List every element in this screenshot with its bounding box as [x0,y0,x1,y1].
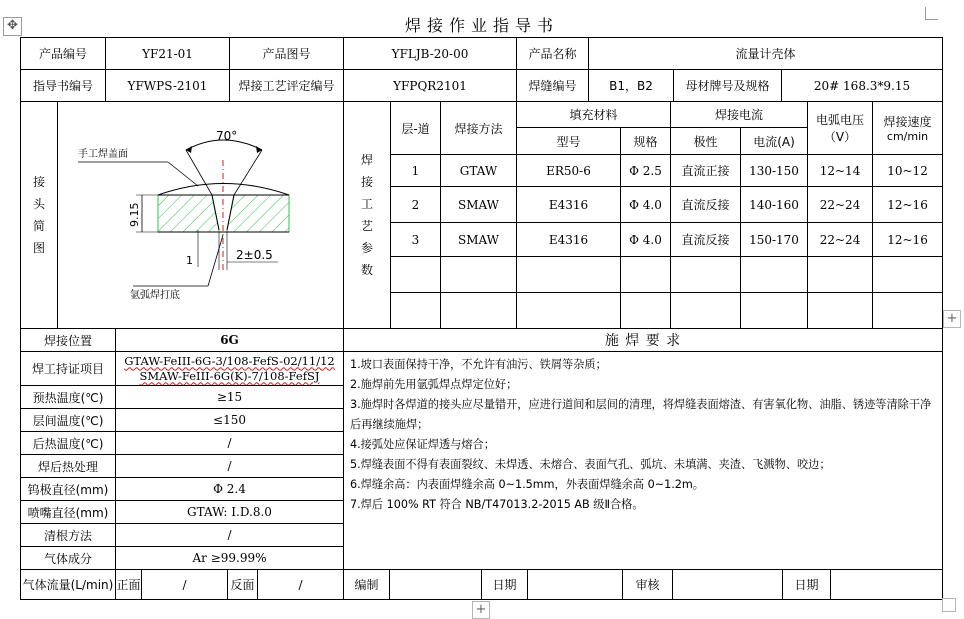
cell-polarity: 直流反接 [671,187,741,223]
process-side-label-char: 接 [360,175,373,189]
process-side-label [344,102,391,329]
requirement-item: 4.接弧处应保证焊透与熔合； [350,438,495,451]
param-value: ≤150 [116,409,344,432]
cell-layer: 2 [391,187,441,223]
requirement-item: 6.焊缝余高：内表面焊缝余高 0~1.5mm，外表面焊缝余高 0~1.2m。 [350,478,704,491]
requirement-item: 2.施焊前先用氩弧焊点焊定位好； [350,378,518,391]
param-label: 清根方法 [21,524,116,547]
bottom-table [20,328,943,570]
weld-no-value: B1，B2 [589,70,674,102]
process-side-label-char: 焊 [360,153,373,167]
param-value: GTAW: I.D.8.0 [116,501,344,524]
joint-side-label [21,102,58,329]
weld-no-label: 焊缝编号 [517,70,589,102]
param-label: 焊接位置 [21,329,116,352]
col-speed [873,102,943,155]
front-value: / [142,570,228,600]
param-value: Φ 2.4 [116,478,344,501]
param-label: 焊后热处理 [21,455,116,478]
col-method: 焊接方法 [441,102,517,155]
cell-voltage: 12~14 [808,155,873,187]
cell-layer: 1 [391,155,441,187]
header-table [20,37,943,102]
requirement-item: 1.坡口表面保持干净，不允许有油污、铁屑等杂质； [350,358,607,371]
material-label: 母材牌号及规格 [674,70,782,102]
date-value-2[interactable] [831,570,943,600]
param-value: / [116,455,344,478]
cell-model: E4316 [517,223,621,257]
cell-model: ER50-6 [517,155,621,187]
prepared-label: 编制 [344,570,390,600]
prepared-value[interactable] [390,570,482,600]
cell-polarity: 直流正接 [671,155,741,187]
cell-spec: Φ 4.0 [621,223,671,257]
col-amps: 电流(A) [741,128,808,155]
cell-speed: 10~12 [873,155,943,187]
date-value-1[interactable] [528,570,623,600]
product-no-label: 产品编号 [21,38,106,70]
cell-amps: 150-170 [741,223,808,257]
col-speed-label: 焊接速度 [883,115,932,129]
param-label: 后热温度(℃) [21,432,116,455]
col-layer: 层-道 [391,102,441,155]
pqr-value: YFPQR2101 [344,70,517,102]
requirement-item: 3.施焊时各焊道的接头应尽量错开，应进行道间和层间的清理，将焊缝表面熔渣、有害氧化物、油脂、锈迹等清除干净后再继续施焊； [350,398,932,431]
back-label: 反面 [228,570,258,600]
footer-table [20,569,943,600]
add-row-plus-icon[interactable]: + [472,601,490,619]
cell-speed: 12~16 [873,223,943,257]
table-move-handle-icon[interactable]: ✥ [3,17,22,36]
joint-side-label-char: 简 [32,219,45,233]
gas-flow-label: 气体流量(L/min) [21,570,116,600]
guide-no-value: YFWPS-2101 [106,70,230,102]
requirement-item: 5.焊缝表面不得有表面裂纹、未焊透、未熔合、表面气孔、弧坑、未填满、夹渣、飞溅物、咬边； [350,458,831,471]
middle-table [20,101,943,329]
drawing-no-value: YFLJB-20-00 [344,38,517,70]
param-value: 6G [116,329,344,352]
gap-label: 2±0.5 [236,248,273,262]
cover-face-label: 手工焊盖面 [78,149,128,160]
review-value[interactable] [673,570,783,600]
date-label-1: 日期 [482,570,528,600]
col-model: 型号 [517,128,621,155]
col-voltage-label: 电弧电压 [816,113,865,127]
col-spec: 规格 [621,128,671,155]
cell-method: SMAW [441,223,517,257]
date-label-2: 日期 [783,570,831,600]
cell-amps: 140-160 [741,187,808,223]
cell-layer: 3 [391,223,441,257]
param-value: Ar ≥99.99% [116,547,344,570]
col-voltage [808,102,873,155]
param-label: 气体成分 [21,547,116,570]
param-label: 喷嘴直径(mm) [21,501,116,524]
joint-side-label-char: 图 [32,241,45,255]
product-name-label: 产品名称 [517,38,589,70]
cell-polarity: 直流反接 [671,223,741,257]
col-current: 焊接电流 [671,102,808,128]
cell-speed: 12~16 [873,187,943,223]
process-side-label-char: 数 [360,263,373,277]
front-label: 正面 [116,570,142,600]
review-label: 审核 [623,570,673,600]
requirements-title: 施 焊 要 求 [344,329,943,352]
cell-spec: Φ 4.0 [621,187,671,223]
cell-method: SMAW [441,187,517,223]
cell-voltage: 22~24 [808,187,873,223]
requirements-body [344,352,943,570]
cell-method: GTAW [441,155,517,187]
process-side-label-char: 参 [360,241,373,255]
product-name-value: 流量计壳体 [589,38,943,70]
cell-spec: Φ 2.5 [621,155,671,187]
param-label: 焊工持证项目 [21,352,116,386]
thickness-label: 9.15 [128,202,141,227]
process-side-label-char: 工 [360,197,373,211]
param-value: / [116,524,344,547]
add-column-plus-icon[interactable]: + [943,310,961,328]
guide-no-label: 指导书编号 [21,70,106,102]
col-filler: 填充材料 [517,102,671,128]
param-label: 钨极直径(mm) [21,478,116,501]
joint-diagram [58,102,344,328]
joint-sketch [58,102,344,329]
page-title: 焊接作业指导书 [404,16,559,35]
product-no-value: YF21-01 [106,38,230,70]
param-label: 层间温度(℃) [21,409,116,432]
cell-amps: 130-150 [741,155,808,187]
cert-line-2: SMAW-FeIII-6G(K)-7/108-FefSJ [139,368,320,383]
drawing-no-label: 产品图号 [230,38,344,70]
resize-handle-icon[interactable] [942,598,956,612]
cert-line-1: GTAW-FeIII-6G-3/108-FefS-02/11/12 [124,353,335,368]
col-polarity: 极性 [671,128,741,155]
param-value: ≥15 [116,386,344,409]
angle-label: 70° [216,129,238,143]
requirement-item: 7.焊后 100% RT 符合 NB/T47013.2-2015 AB 级Ⅱ合格。 [350,498,644,511]
back-value: / [258,570,344,600]
cell-voltage: 22~24 [808,223,873,257]
cell-model: E4316 [517,187,621,223]
joint-side-label-char: 接 [32,175,45,189]
material-value: 20# 168.3*9.15 [782,70,943,102]
col-speed-unit: cm/min [886,130,929,143]
joint-side-label-char: 头 [32,197,45,211]
param-value [116,352,344,386]
root-pass-label: 氩弧焊打底 [130,290,180,301]
col-voltage-unit: （V） [823,130,857,144]
process-side-label-char: 艺 [360,219,373,233]
pqr-label: 焊接工艺评定编号 [230,70,344,102]
param-label: 预热温度(℃) [21,386,116,409]
root-face-label: 1 [186,254,193,267]
param-value: / [116,432,344,455]
